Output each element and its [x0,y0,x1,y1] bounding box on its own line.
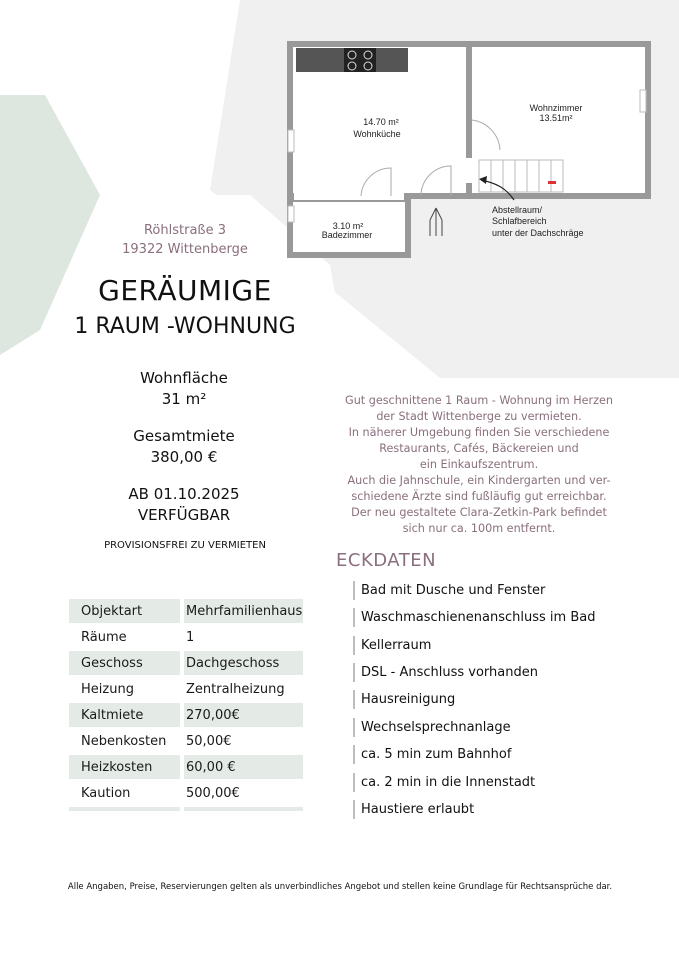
bath-name-label: Badezimmer [321,230,373,240]
living-area-value: 31 m² [161,390,207,408]
facts-row [69,651,303,675]
headline-line2: 1 RAUM -WOHNUNG [74,314,296,339]
total-rent-value: 380,00 € [150,448,218,466]
fact-key: Heizung [69,677,184,701]
description-line: Restaurants, Cafés, Bäckereien und [379,442,579,455]
fact-key: Heizkosten [69,755,184,779]
feature-item: Wechselsprechnanlage [353,718,631,737]
fact-value: 50,00€ [186,733,232,749]
availability-date: AB 01.10.2025 [128,485,240,503]
floor-plan [286,38,656,260]
feature-item: Waschmaschienenanschluss im Bad [353,608,631,627]
total-rent-label: Gesamtmiete [133,427,235,445]
kitchen-name-label: Wohnküche [353,129,401,139]
description-line: Gut geschnittene 1 Raum - Wohnung im Herzen [345,394,613,407]
description-line: der Stadt Wittenberge zu vermieten. [376,410,582,423]
feature-item: DSL - Anschluss vorhanden [353,663,631,682]
description-line: In näherer Umgebung finden Sie verschiedene [348,426,610,439]
kitchen-area-label: 14.70 m² [363,117,399,127]
description-line: schiedene Ärzte sind fußläufig gut erreichbar. [351,490,607,503]
key-data-heading: ECKDATEN [336,550,437,571]
storage-label-3: unter der Dachschräge [492,228,584,238]
fact-value: 500,00€ [186,785,240,801]
fact-value: 60,00 € [184,755,303,779]
storage-label-2: Schlafbereich [492,216,547,226]
feature-item: Hausreinigung [353,690,631,709]
fact-value: 270,00€ [184,703,303,727]
address-street: Röhlstraße 3 [143,223,227,238]
fact-key: Räume [69,625,184,649]
fact-key: Geschoss [69,651,184,675]
fact-value: Dachgeschoss [184,651,303,675]
feature-item: Haustiere erlaubt [353,800,631,819]
description [334,393,624,537]
facts-row [69,755,303,779]
living-name-label: Wohnzimmer [529,103,583,113]
feature-item: Bad mit Dusche und Fenster [353,581,631,600]
address-city: 19322 Wittenberge [122,242,248,257]
facts-row [69,599,303,623]
fact-key: Kaltmiete [69,703,184,727]
fact-key: Objektart [69,599,184,623]
description-line: Auch die Jahnschule, ein Kindergarten und ver- [347,474,611,487]
description-line: ein Einkaufszentrum. [419,458,539,471]
feature-item: ca. 5 min zum Bahnhof [353,745,631,764]
living-area-label: Wohnfläche [140,369,228,387]
facts-row-spacer [69,807,303,811]
availability-status: VERFÜGBAR [137,506,231,524]
fact-key: Kaution [69,781,184,805]
disclaimer: Alle Angaben, Preise, Reservierungen gelten als unverbindliches Angebot und stellen keine Grundlage für Rechtsansprüche dar. [67,882,613,892]
facts-table [69,597,303,813]
facts-row [69,729,303,753]
living-area-label: 13.51m² [539,113,573,123]
description-line: Der neu gestaltete Clara-Zetkin-Park befindet [351,506,607,519]
facts-row [69,677,303,701]
fact-value: Mehrfamilienhaus [184,599,303,623]
fact-key: Nebenkosten [69,729,184,753]
storage-label-1: Abstellraum/ [492,205,543,215]
commission-note: PROVISIONSFREI ZU VERMIETEN [104,540,266,551]
facts-row [69,625,303,649]
facts-row [69,703,303,727]
headline-line1: GERÄUMIGE [98,274,272,307]
description-line: sich nur ca. 100m entfernt. [402,522,556,535]
feature-item: Kellerraum [353,636,631,655]
feature-item: ca. 2 min in die Innenstadt [353,773,631,792]
fact-value: 1 [186,629,195,645]
facts-row [69,781,303,805]
fact-value: Zentralheizung [186,681,285,697]
bath-area-label: 3.10 m² [332,221,364,231]
